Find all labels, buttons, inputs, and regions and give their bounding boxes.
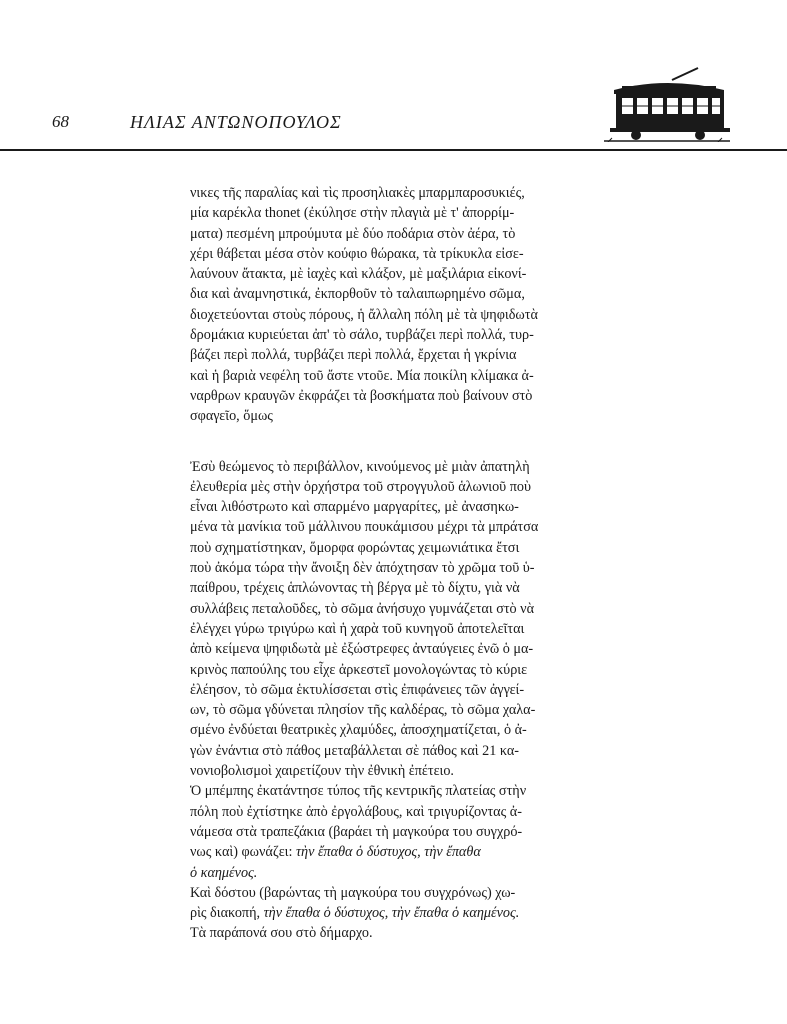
running-head: ΗΛΙΑΣ ΑΝΤΩΝΟΠΟΥΛΟΣ (130, 112, 342, 132)
page-header (0, 60, 787, 160)
dialogue-line-2 (190, 883, 612, 924)
dialogue-line-1-text: Ὁ μπέμπης ἐκατάντησε τύπος τῆς κεντρικῆς πλατείας στὴν πόλη ποὺ ἐχτίστηκε ἀπὸ ἐργολάβους, καὶ τριγυρίζοντας ἀ- νάμεσα στὰ τραπεζάκια (βαράει τὴ μαγκούρα του συγχρό- νως καὶ) φωνάζει: (190, 783, 527, 861)
header-rule (0, 149, 787, 151)
dialogue-line-2-italic: τὴν ἔπαθα ὁ δύστυχος, τὴν ἔπαθα ὁ καημένος. (263, 905, 520, 922)
dialogue-line-3: Τὰ παράπονά σου στὸ δήμαρχο. (190, 925, 373, 942)
dialogue-line-1 (190, 781, 612, 882)
dialogue-line-1-italic: τὴν ἔπαθα ὁ δύστυχος, τὴν ἔπαθα ὁ καημένος. (190, 844, 481, 881)
page-number: 68 (52, 112, 69, 131)
tram-icon (602, 66, 732, 142)
paragraph-2: Ἐσὺ θεώμενος τὸ περιβάλλον, κινούμενος μὲ μιὰν ἀπατηλὴ ἐλευθερία μὲς στὴν ὀρχήστρα τοῦ στρογγυλοῦ ἁλωνιοῦ ποὺ εἶναι λιθόστρωτο καὶ σπαρμένο μαργαρίτες, μὲ ἀνασηκω- μένα τὰ μανίκια τοῦ μάλλινου πουκάμισου μέχρι τὰ μπράτσα ποὺ σχηματίστηκαν, ὅμορφα φορώντας χειμωνιάτικα ἔτσι ποὺ ἀκόμα τώρα τὴν ἄνοιξη δὲν ἀπόχτησαν τὸ χρῶμα τοῦ ὑ- παίθρου, τρέχεις ἁπλώνοντας τὴ βέργα μὲ τὸ δίχτυ, γιὰ νὰ συλλάβεις πεταλοῦδες, τὸ σῶμα ἀνήσυχο γυμνάζεται στὸ νὰ ἐλέγχει γύρω τριγύρω καὶ ἡ χαρὰ τοῦ κυνηγοῦ ἀποτελεῖται ἀπὸ κείμενα ψηφιδωτὰ μὲ ἐξώστρεφες ἀνταύγειες ἐνῶ ὁ μα- κρινὸς παπούλης του εἶχε ἀρκεστεῖ μονολογώντας τὸ κύριε ἐλέησον, τὸ σῶμα ἑκτυλίσσεται στὶς ἐπιφάνειες τῶν ἀγγεί- ων, τὸ σῶμα γδύνεται πλησίον τῆς καλδέρας, τὸ σῶμα χαλα- σμένο ἐνδύεται θεατρικὲς χλαμύδες, ἀποσχηματίζεται, ὁ ἀ- γὼν ἐνάντια στὸ πάθος μεταβάλλεται σὲ πάθος καὶ 21 κα- νονιοβολισμοὶ χαιρετίζουν τὴν ἐθνικὴ ἐπέτειο. (190, 458, 539, 780)
paragraph-1: νικες τῆς παραλίας καὶ τὶς προσηλιακὲς μπαρμπαροσυκιές, μία καρέκλα thonet (ἐκύλησε στὴν πλαγιὰ μὲ τ' ἀπορρίμ- ματα) πεσμένη μπρούμυτα μὲ δύο ποδάρια στὸν ἀέρα, τὸ χέρι θάβεται μέσα στὸν κούφιο θώρακα, τὰ τρίκυκλα εἰσε- λαύνουν ἄτακτα, μὲ ἰαχὲς καὶ κλάξον, μὲ μαξιλάρια εἰκονί- δια καὶ ἀναμνηστικά, ἐκπορθοῦν τὸ ταλαιπωρημένο σῶμα, διοχετεύονται στοὺς πόρους, ἡ ἄλλαλη πόλη μὲ τὰ ψηφιδωτὰ δρομάκια κυριεύεται ἀπ' τὸ σάλο, τυρβάζει περὶ πολλά, τυρ- βάζει περὶ πολλά, τυρβάζει περὶ πολλά, ἔρχεται ἡ γκρίνια καὶ ἡ βαριὰ νεφέλη τοῦ ἄστε ντοῦε. Μία ποικίλη κλίμακα ἀ- ναρθρων κραυγῶν ἐκφράζει τὰ βοσκήματα ποὺ βαίνουν στὸ σφαγεῖο, ὅμως (190, 185, 538, 425)
dialogue-line-2-text: Καὶ δόστου (βαρώντας τὴ μαγκούρα του συγχρόνως) χω- ρὶς διακοπή, (190, 884, 516, 922)
body-text (190, 183, 612, 944)
